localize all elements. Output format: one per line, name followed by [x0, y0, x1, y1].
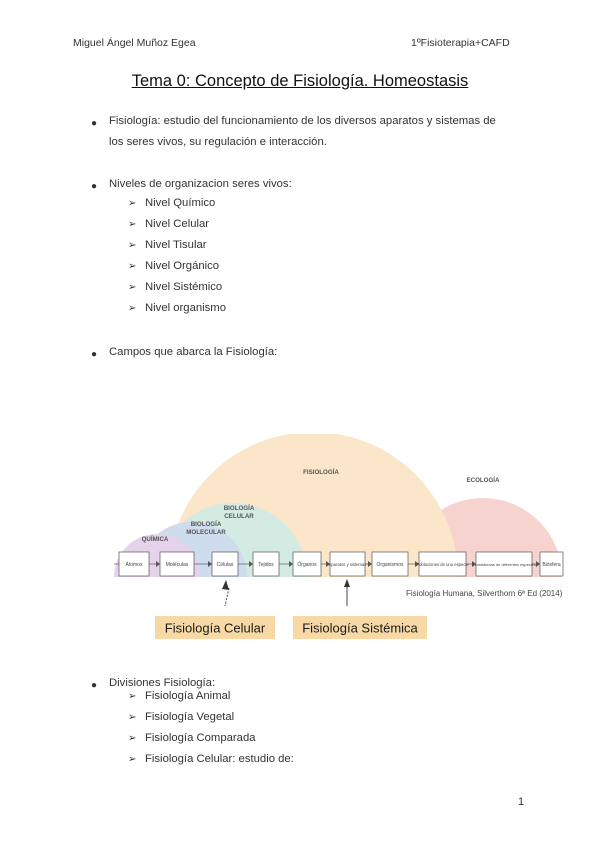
page-number: 1 — [518, 796, 525, 808]
bullet-dot: ● — [91, 349, 98, 360]
arrow-bullet-icon: ➢ — [128, 712, 137, 723]
level-item: Nivel Tisular — [145, 239, 207, 251]
bio-molecular-label-2: MOLECULAR — [186, 529, 226, 536]
box-label-atomos: Átomos — [125, 562, 143, 568]
box-label-ecosistemas: Ecosistemas de diferentes especies — [472, 562, 536, 567]
division-item: Fisiología Comparada — [145, 732, 256, 744]
box-label-organos: Órganos — [297, 562, 317, 568]
level-item: Nivel Químico — [145, 197, 216, 209]
bio-celular-label-1: BIOLOGÍA — [223, 505, 255, 512]
arrow-bullet-icon: ➢ — [128, 261, 137, 272]
pointer-arrow-icon — [344, 579, 350, 587]
box-label-organismos: Organismos — [376, 562, 404, 568]
fisiologia-label: FISIOLOGÍA — [303, 469, 339, 476]
pointer-arrow-icon — [222, 580, 229, 590]
pointer-line-celular — [225, 588, 229, 606]
arrow-bullet-icon: ➢ — [128, 691, 137, 702]
bullet-dot: ● — [91, 118, 98, 129]
arrow-bullet-icon: ➢ — [128, 240, 137, 251]
label-fisiologia-sistemica: Fisiología Sistémica — [302, 620, 418, 636]
bio-molecular-label-1: BIOLOGÍA — [190, 521, 222, 528]
bullet-dot: ● — [91, 181, 98, 192]
division-item: Fisiología Animal — [145, 690, 231, 702]
arrow-bullet-icon: ➢ — [128, 303, 137, 314]
box-label-celulas: Células — [216, 562, 234, 568]
arrow-bullet-icon: ➢ — [128, 733, 137, 744]
arrow-bullet-icon: ➢ — [128, 282, 137, 293]
division-item: Fisiología Celular: estudio de: — [145, 753, 294, 765]
bio-celular-label-2: CELULAR — [224, 513, 254, 520]
level-item: Nivel Celular — [145, 218, 210, 230]
definition-line-1: Fisiología: estudio del funcionamiento de los diversos aparatos y sistemas de — [109, 115, 496, 127]
arrow-bullet-icon: ➢ — [128, 219, 137, 230]
box-label-aparatos: Aparatos y sistemas — [328, 562, 367, 567]
definition-line-2: los seres vivos, su regulación e interacción. — [109, 136, 327, 148]
header-author: Miguel Ángel Muñoz Egea — [73, 37, 196, 49]
box-label-tejidos: Tejidos — [258, 562, 274, 568]
ecologia-label: ECOLOGÍA — [466, 477, 500, 484]
bullet-dot: ● — [91, 680, 98, 691]
level-item: Nivel Orgánico — [145, 260, 220, 272]
fields-heading: Campos que abarca la Fisiología: — [109, 346, 278, 358]
level-item: Nivel Sistémico — [145, 281, 223, 293]
divisions-heading: Divisiones Fisiología: — [109, 677, 216, 689]
arrow-bullet-icon: ➢ — [128, 198, 137, 209]
label-fisiologia-celular: Fisiología Celular — [164, 620, 266, 636]
page-title: Tema 0: Concepto de Fisiología. Homeostasis — [131, 72, 469, 90]
arrow-bullet-icon: ➢ — [128, 754, 137, 765]
box-label-biosfera: Biósfera — [542, 562, 561, 568]
level-item: Nivel organismo — [145, 302, 226, 314]
header-course: 1ºFisioterapia+CAFD — [411, 37, 510, 49]
levels-heading: Niveles de organizacion seres vivos: — [109, 178, 292, 190]
box-label-moleculas: Moléculas — [165, 562, 189, 568]
quimica-label: QUÍMICA — [141, 536, 169, 543]
division-item: Fisiología Vegetal — [145, 711, 235, 723]
physiology-fields-figure — [108, 434, 568, 646]
figure-credit: Fisiología Humana, Silverthorn 6ª Ed (2014) — [406, 589, 563, 598]
box-label-poblaciones: Poblaciones de una especie — [416, 562, 469, 567]
